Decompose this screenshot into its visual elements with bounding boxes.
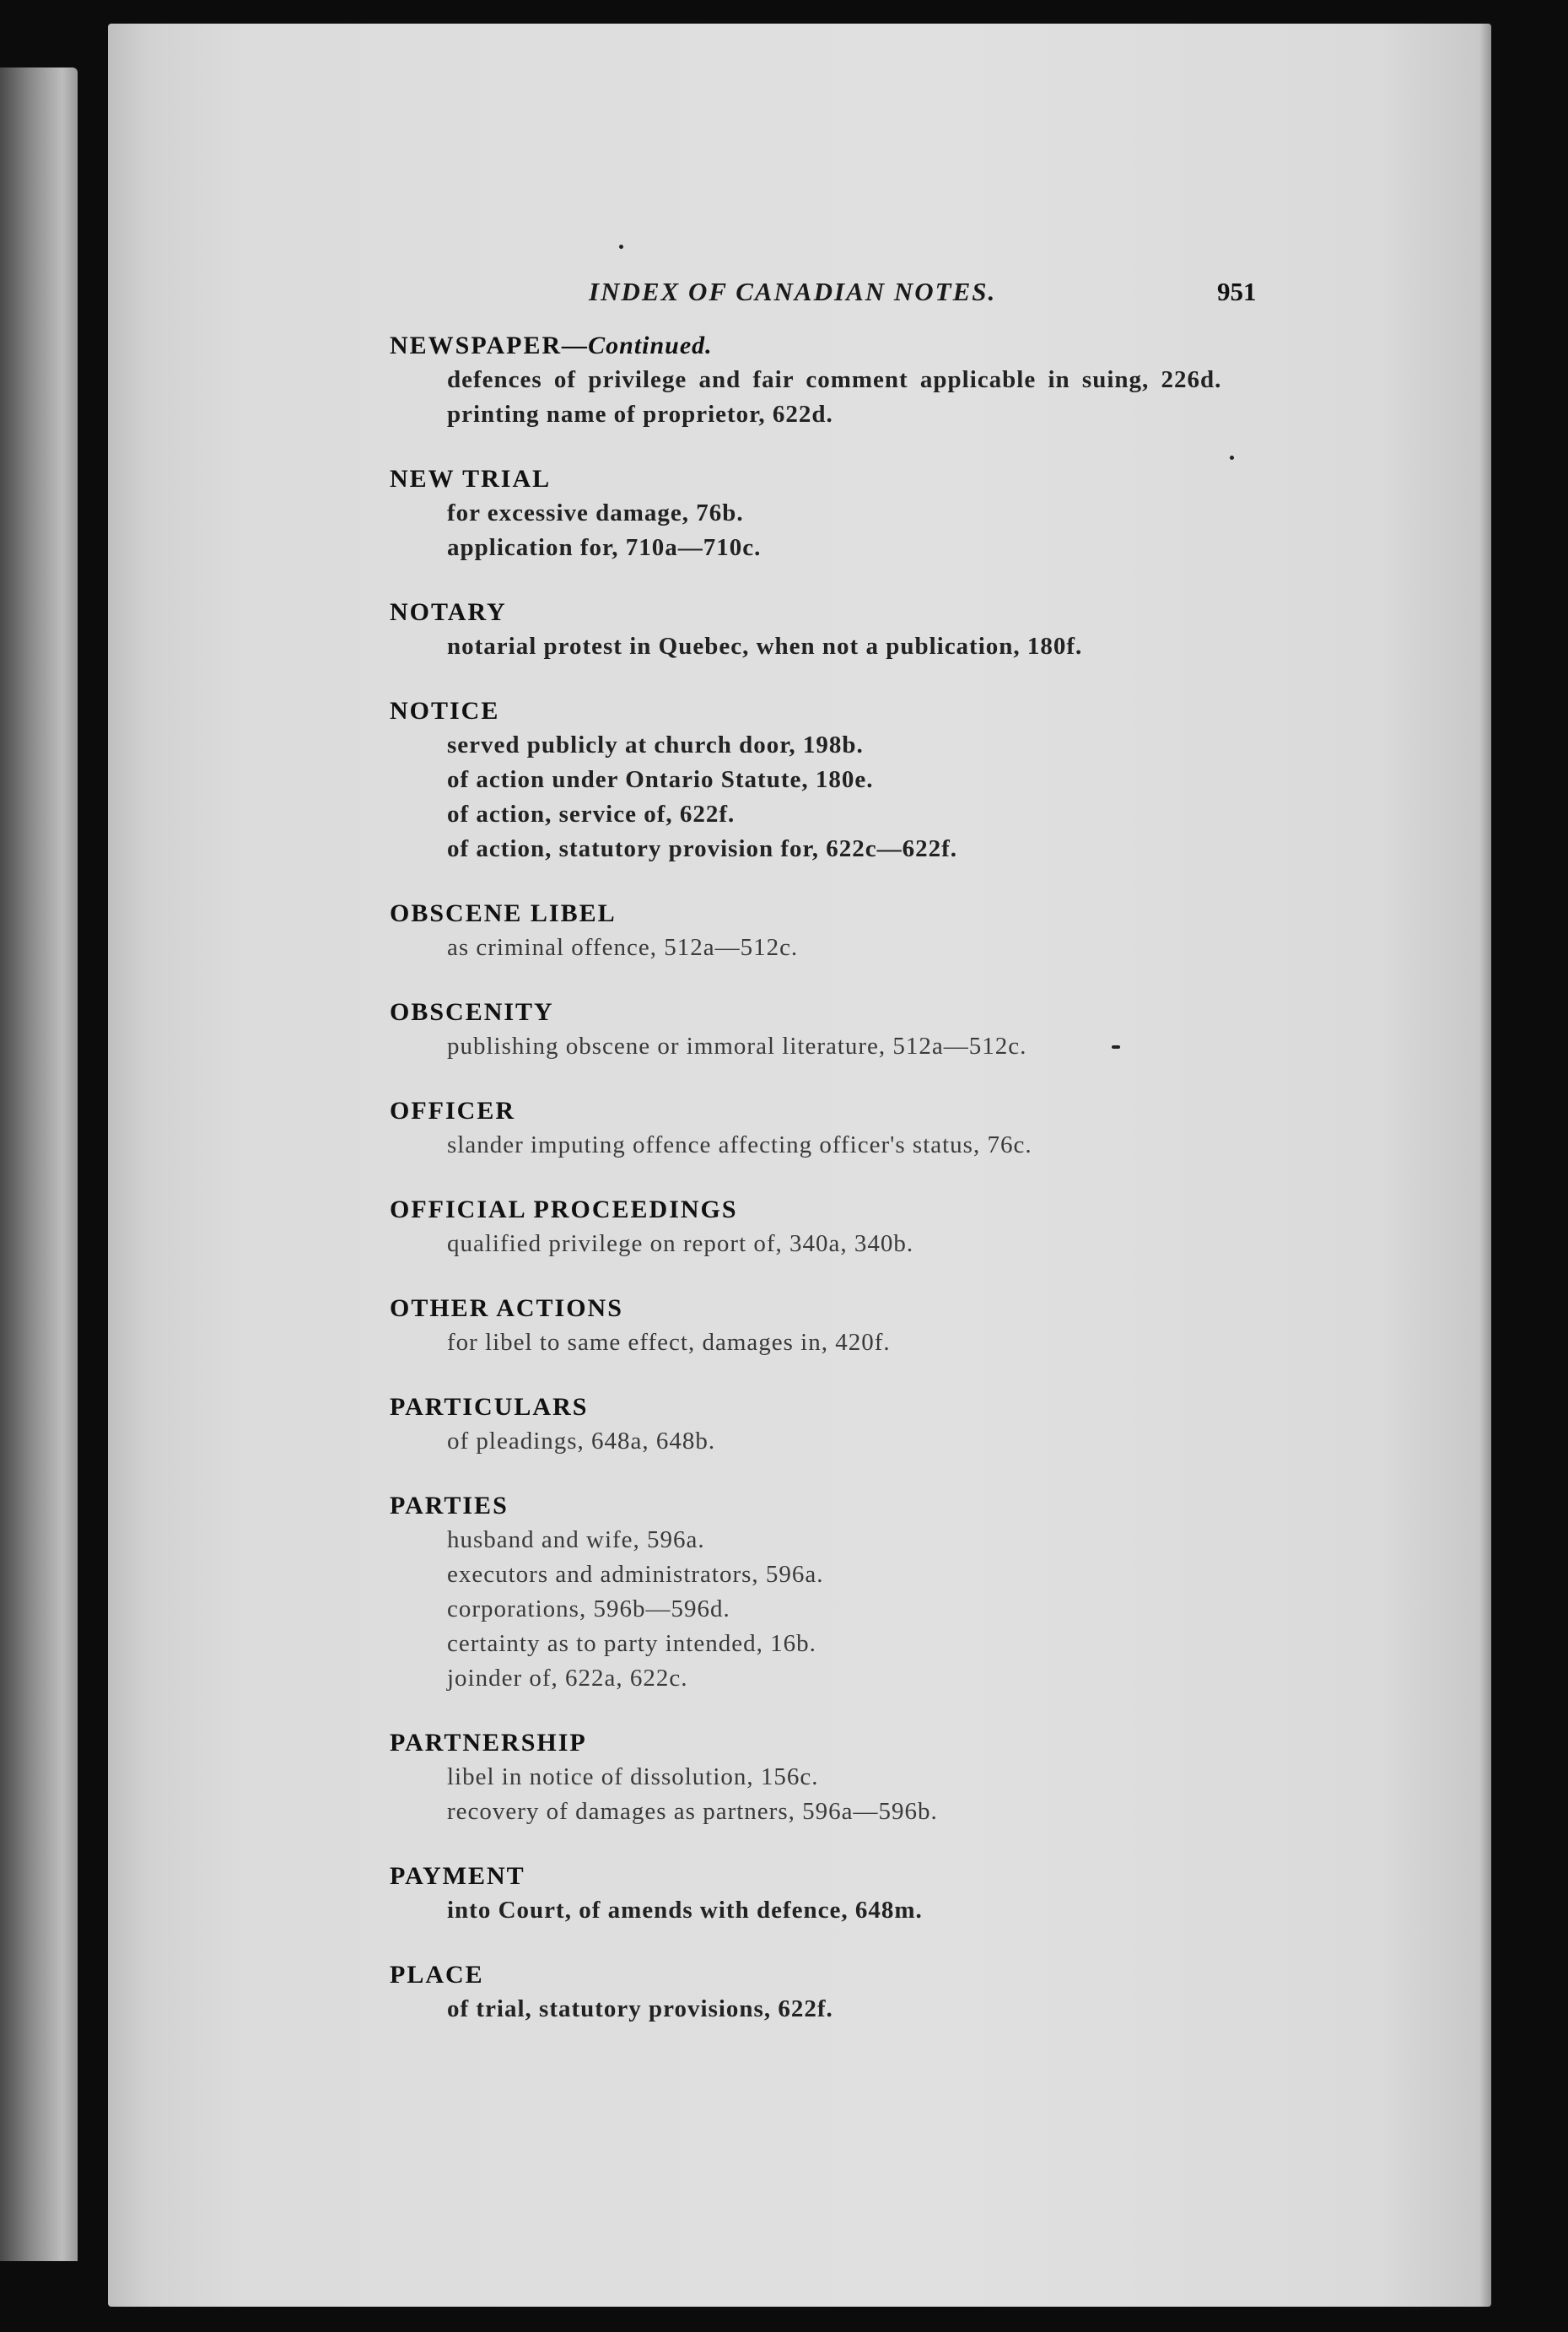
index-entry-notary xyxy=(390,596,1275,664)
entry-subitem: joinder of, 622a, 622c. xyxy=(447,1665,688,1692)
entry-heading: NEWSPAPER—Continued. xyxy=(390,332,713,359)
entry-subitem: certainty as to party intended, 16b. xyxy=(447,1630,816,1657)
entry-heading: PARTICULARS xyxy=(390,1393,589,1421)
ink-speck xyxy=(619,245,623,249)
entry-subitem: of action, service of, 622f. xyxy=(447,801,736,828)
entry-subitem: for excessive damage, 76b. xyxy=(447,499,744,526)
index-entry-other-actions xyxy=(390,1292,1275,1360)
index-entry-obscene-libel xyxy=(390,897,1275,965)
page-number: 951 xyxy=(1217,277,1257,306)
running-head xyxy=(108,277,1491,314)
entry-heading: NEW TRIAL xyxy=(390,465,552,493)
index-entry-new-trial xyxy=(390,462,1275,565)
entry-subitem: served publicly at church door, 198b. xyxy=(447,731,864,758)
entry-heading: PAYMENT xyxy=(390,1862,525,1890)
index-entry-payment xyxy=(390,1860,1275,1928)
index-entry-partnership xyxy=(390,1726,1275,1829)
index-entry-officer xyxy=(390,1094,1275,1163)
entry-heading: PLACE xyxy=(390,1961,484,1989)
index-entry-particulars xyxy=(390,1390,1275,1459)
entry-subitem: into Court, of amends with defence, 648m. xyxy=(447,1897,923,1924)
index-entry-notice xyxy=(390,694,1275,866)
facing-page-edge xyxy=(0,67,78,2261)
entry-subitem: of action, statutory provision for, 622c—622f. xyxy=(447,835,958,862)
entry-subitem: as criminal offence, 512a—512c. xyxy=(447,934,799,961)
entry-heading: OTHER ACTIONS xyxy=(390,1294,623,1322)
entry-heading: OFFICER xyxy=(390,1097,515,1125)
entry-subitem: corporations, 596b—596d. xyxy=(447,1595,730,1622)
entry-heading: NOTICE xyxy=(390,697,500,725)
entry-subitem: slander imputing offence affecting officer's status, 76c. xyxy=(447,1131,1032,1158)
entry-subitem: notarial protest in Quebec, when not a publication, 180f. xyxy=(447,633,1083,660)
index-entry-official-proceedings xyxy=(390,1193,1275,1261)
entry-subitem: husband and wife, 596a. xyxy=(447,1526,705,1553)
entry-heading: OFFICIAL PROCEEDINGS xyxy=(390,1196,738,1223)
entry-heading: OBSCENITY xyxy=(390,998,554,1026)
entry-subitem: printing name of proprietor, 622d. xyxy=(447,401,833,428)
entry-subitem: executors and administrators, 596a. xyxy=(447,1561,824,1588)
index-entry-obscenity xyxy=(390,996,1275,1064)
index-entry-place xyxy=(390,1958,1275,2027)
entry-heading: NOTARY xyxy=(390,598,507,626)
entry-subitem: publishing obscene or immoral literature, 512a—512c. xyxy=(447,1033,1027,1060)
entry-heading: OBSCENE LIBEL xyxy=(390,899,617,927)
running-title: INDEX OF CANADIAN NOTES. xyxy=(589,277,997,306)
entry-subitem: of trial, statutory provisions, 622f. xyxy=(447,1995,833,2022)
entry-subitem: of pleadings, 648a, 648b. xyxy=(447,1428,716,1455)
entry-subitem: defences of privilege and fair comment applicable in suing, 226d. xyxy=(447,366,1222,393)
continued-label: —Continued. xyxy=(562,332,713,359)
index-entries xyxy=(390,329,1275,2057)
entry-subitem: for libel to same effect, damages in, 420f. xyxy=(447,1329,891,1356)
index-entry-parties xyxy=(390,1489,1275,1696)
entry-subitem: of action under Ontario Statute, 180e. xyxy=(447,766,874,793)
entry-subitem: qualified privilege on report of, 340a, 340b. xyxy=(447,1230,914,1257)
entry-heading: PARTIES xyxy=(390,1492,509,1520)
index-entry-newspaper xyxy=(390,329,1275,432)
book-page xyxy=(108,24,1491,2307)
entry-heading: PARTNERSHIP xyxy=(390,1729,587,1757)
entry-subitem: recovery of damages as partners, 596a—596b. xyxy=(447,1798,938,1825)
entry-subitem: libel in notice of dissolution, 156c. xyxy=(447,1763,819,1790)
entry-subitem: application for, 710a—710c. xyxy=(447,534,762,561)
